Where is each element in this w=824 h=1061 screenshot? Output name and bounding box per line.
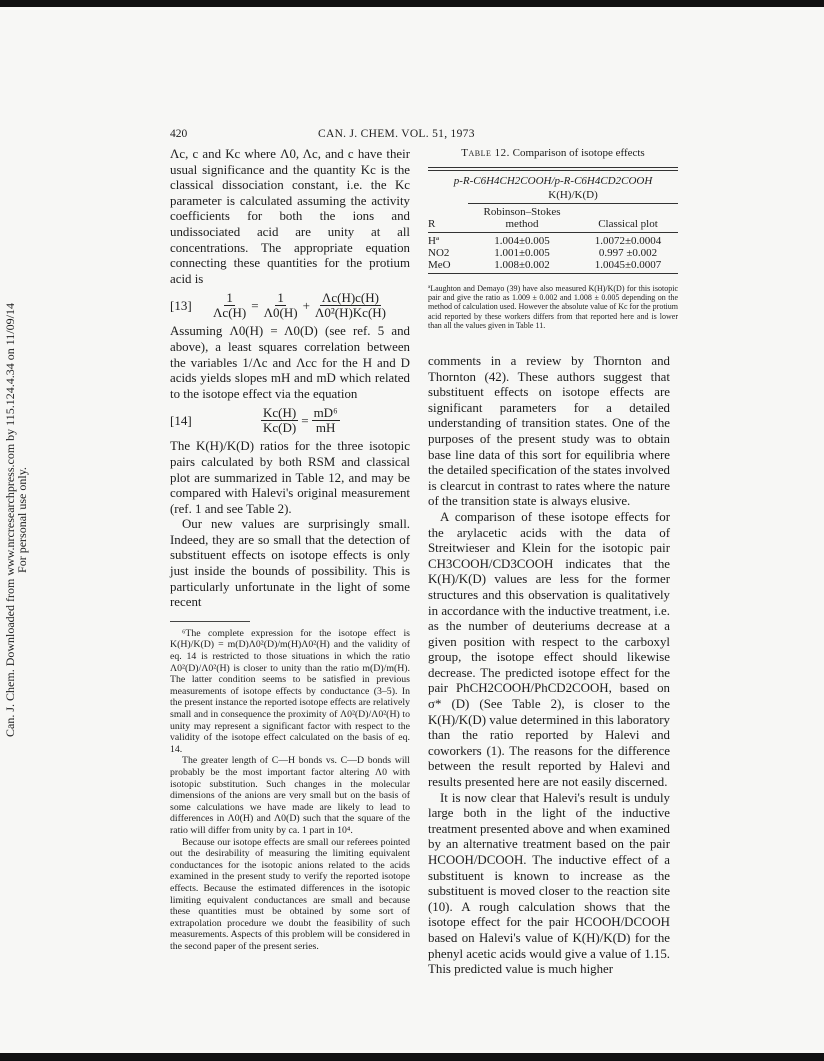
table-caption	[428, 147, 678, 159]
footnote-6: ⁶The complete expression for the isotope effect is K(H)/K(D) = m(D)Λ0²(D)/m(H)Λ0²(H) and the validity of eq. 14 is restricted to those situations in which the ratio Λ0²(D)/Λ0²(H) is closer to unity than the ratio m(D)/m(H). The latter condition seems to be satisfied in previous measurements of isotope effects by conductance (3–5). In the present instance the reported isotope effects are relatively small and in consequence the proximity of Λ0²(D)/Λ0²(H) to unity may represent a significant factor with respect to the validity of the isotope effect calculated on the basis of eq. 14.	[170, 627, 410, 755]
left-para-1: Λc, c and Kc where Λ0, Λc, and c have their usual significance and the quantity Kc is the classical dissociation constant, i.e. the Kc parameter is calculated assuming the activity coefficients for both the ions and undissociated acid are unity at all concentrations. The appropriate equation connecting these quantities for the protium acid is	[170, 147, 410, 286]
col-header-cp: Classical plot	[598, 218, 658, 230]
table-heading-1: p-R-C6H4CH2COOH/p-R-C6H4CD2COOH	[453, 175, 653, 187]
right-para-1: comments in a review by Thornton and Thornton (42). These authors suggest that substituent effects on isotope effects are significant parameters for a detailed understanding of transition states. One of the purposes of the present study was to obtain base line data of this sort for equilibria where the detailed specification of the states involved is clearcut in contrast to rates where the nature of the transition state is always elusive.	[428, 354, 670, 509]
bottom-edge-bar	[0, 1053, 824, 1061]
table-column-headers	[428, 206, 678, 230]
eq13-rhs-2: $\frac{\Lambda c(H)c(H)}{\text{Λ0²(H)Kc(H)}}$	[314, 290, 386, 321]
side-note-line1: Can. J. Chem. Downloaded from www.nrcresearchpress.com by 115.124.4.34 on 11/09/14	[3, 303, 17, 737]
eq13-rhs-1: $\frac{1}{\Lambda 0(H)}$	[263, 290, 298, 321]
table-top-rule-2	[428, 170, 678, 171]
table-bottom-rule	[428, 273, 678, 274]
col-header-rsm: Robinson–Stokes method	[483, 206, 561, 230]
left-para-4: Our new values are surprisingly small. Indeed, they are so small that the detection of substituent effects on isotope effects is only just inside the bounds of possibility. This is particularly unfortunate in the light of some recent	[170, 517, 410, 610]
page-number: 420	[170, 128, 188, 140]
table-row: MeO 1.008±0.002 1.0045±0.0007	[428, 259, 662, 271]
right-para-2: A comparison of these isotope effects for the arylacetic acids with the data of Streitwieser and Klein for the isotopic pair CH3COOH/CD3COOH indicates that the K(H)/K(D) values are less for the former structures and this observation is qualitatively in accordance with the inductive treatment, i.e. as the number of deuteriums decrease at a given position with respect to the carboxyl group, the isotope effect should likewise decrease. The predicted isotope effect for the pair PhCH2COOH/PhCD2COOH, based on σ* (D) (See Table 2), is closer to the K(H)/K(D) value determined in this laboratory than the ratio reported by Halevi and coworkers (1). The reasons for the difference between the result reported by Halevi and results presented here are not easily discerned.	[428, 509, 670, 790]
eq14-rhs: $\frac{\text{mD⁶}}{mH}$	[313, 405, 338, 436]
table-top-rule	[428, 167, 678, 168]
eq13-number: [13]	[170, 298, 192, 314]
side-note-line2: For personal use only.	[15, 467, 29, 573]
equals-sign: =	[251, 298, 259, 314]
table-caption-text: Comparison of isotope effects	[512, 147, 645, 159]
table-footnote: ªLaughton and Demayo (39) have also measured K(H)/K(D) for this isotopic pair and give the ratio as 1.009 ± 0.002 and 1.008 ± 0.005 depending on the method of calculation used. However the absolute value of Kc for the protium acid reported by these workers differs from that reported here and is lower than all the values given in Table 11.	[428, 284, 678, 330]
table-header-rule	[428, 232, 678, 233]
left-para-2: Assuming Λ0(H) = Λ0(D) (see ref. 5 and above), a least squares correlation between the variables 1/Λc and Λcc for the H and D acids yields slopes mH and mD which related to the isotope effect via the equation	[170, 324, 410, 401]
left-para-3: The K(H)/K(D) ratios for the three isotopic pairs calculated by both RSM and classical plot are summarized in Table 12, and may be compared with Halevi's original measurement (ref. 1 and see Table 2).	[170, 439, 410, 516]
table-heading-rule	[468, 203, 678, 204]
eq14-number: [14]	[170, 413, 192, 429]
table-12	[428, 147, 678, 330]
table-row: NO2 1.001±0.005 0.997 ±0.002	[428, 247, 658, 259]
right-para-3: It is now clear that Halevi's result is unduly large both in the light of the inductive treatment presented above and when examined by an alternative treatment based on the pair HCOOH/DCOOH. The inductive effect of a substituent is known to increase as the substituent is moved closer to the reaction site (10). A rough calculation shows that the isotope effect for the pair HCOOH/DCOOH based on Halevi's value of K(H)/K(D) for the phenyl acetic acids would give a value of 1.15. This predicted value is much higher	[428, 790, 670, 977]
journal-header: CAN. J. CHEM. VOL. 51, 1973	[318, 128, 475, 140]
table-row: Hª 1.004±0.005 1.0072±0.0004	[428, 235, 662, 247]
equation-14	[170, 406, 410, 435]
footnote-6-para-2: The greater length of C—H bonds vs. C—D bonds will probably be the most important factor altering Λ0 with isotopic substitution. Such changes in the molecular dimensions of the anions are very small but on the basis of some calculations we have made are likely to lead to differences in Λ0(H) and Λ0(D) such that the square of the ratio will differ from unity by ca. 1 part in 10⁴.	[170, 755, 410, 836]
top-edge-bar	[0, 0, 824, 7]
eq13-lhs: $\frac{1}{\Lambda c(H)}$	[213, 290, 247, 321]
equation-13	[170, 291, 410, 320]
col-header-r: R	[428, 218, 436, 230]
left-column	[170, 147, 410, 952]
download-side-note	[4, 215, 28, 825]
right-column	[428, 354, 670, 978]
table-label: Table 12.	[461, 147, 510, 159]
eq14-lhs: $\frac{Kc(H)}{Kc(D)}$	[263, 405, 297, 436]
table-heading-2: K(H)/K(D)	[548, 189, 598, 201]
footnote-6-para-3: Because our isotope effects are small our referees pointed out the desirability of measuring the limiting equivalent conductances for the isotopic anions related to the acids examined in the present study to verify the reported isotope effects. Because the estimated differences in the isotopic limiting equivalent conductances are small and because these quantities must be obtained by some sort of extrapolation procedure we doubt the feasibility of such measurements. Aspects of this problem will be considered in the second paper of the present series.	[170, 836, 410, 952]
footnotes	[170, 628, 410, 953]
footnote-rule	[170, 621, 250, 622]
equals-sign: =	[301, 413, 309, 429]
plus-sign: +	[302, 298, 310, 314]
